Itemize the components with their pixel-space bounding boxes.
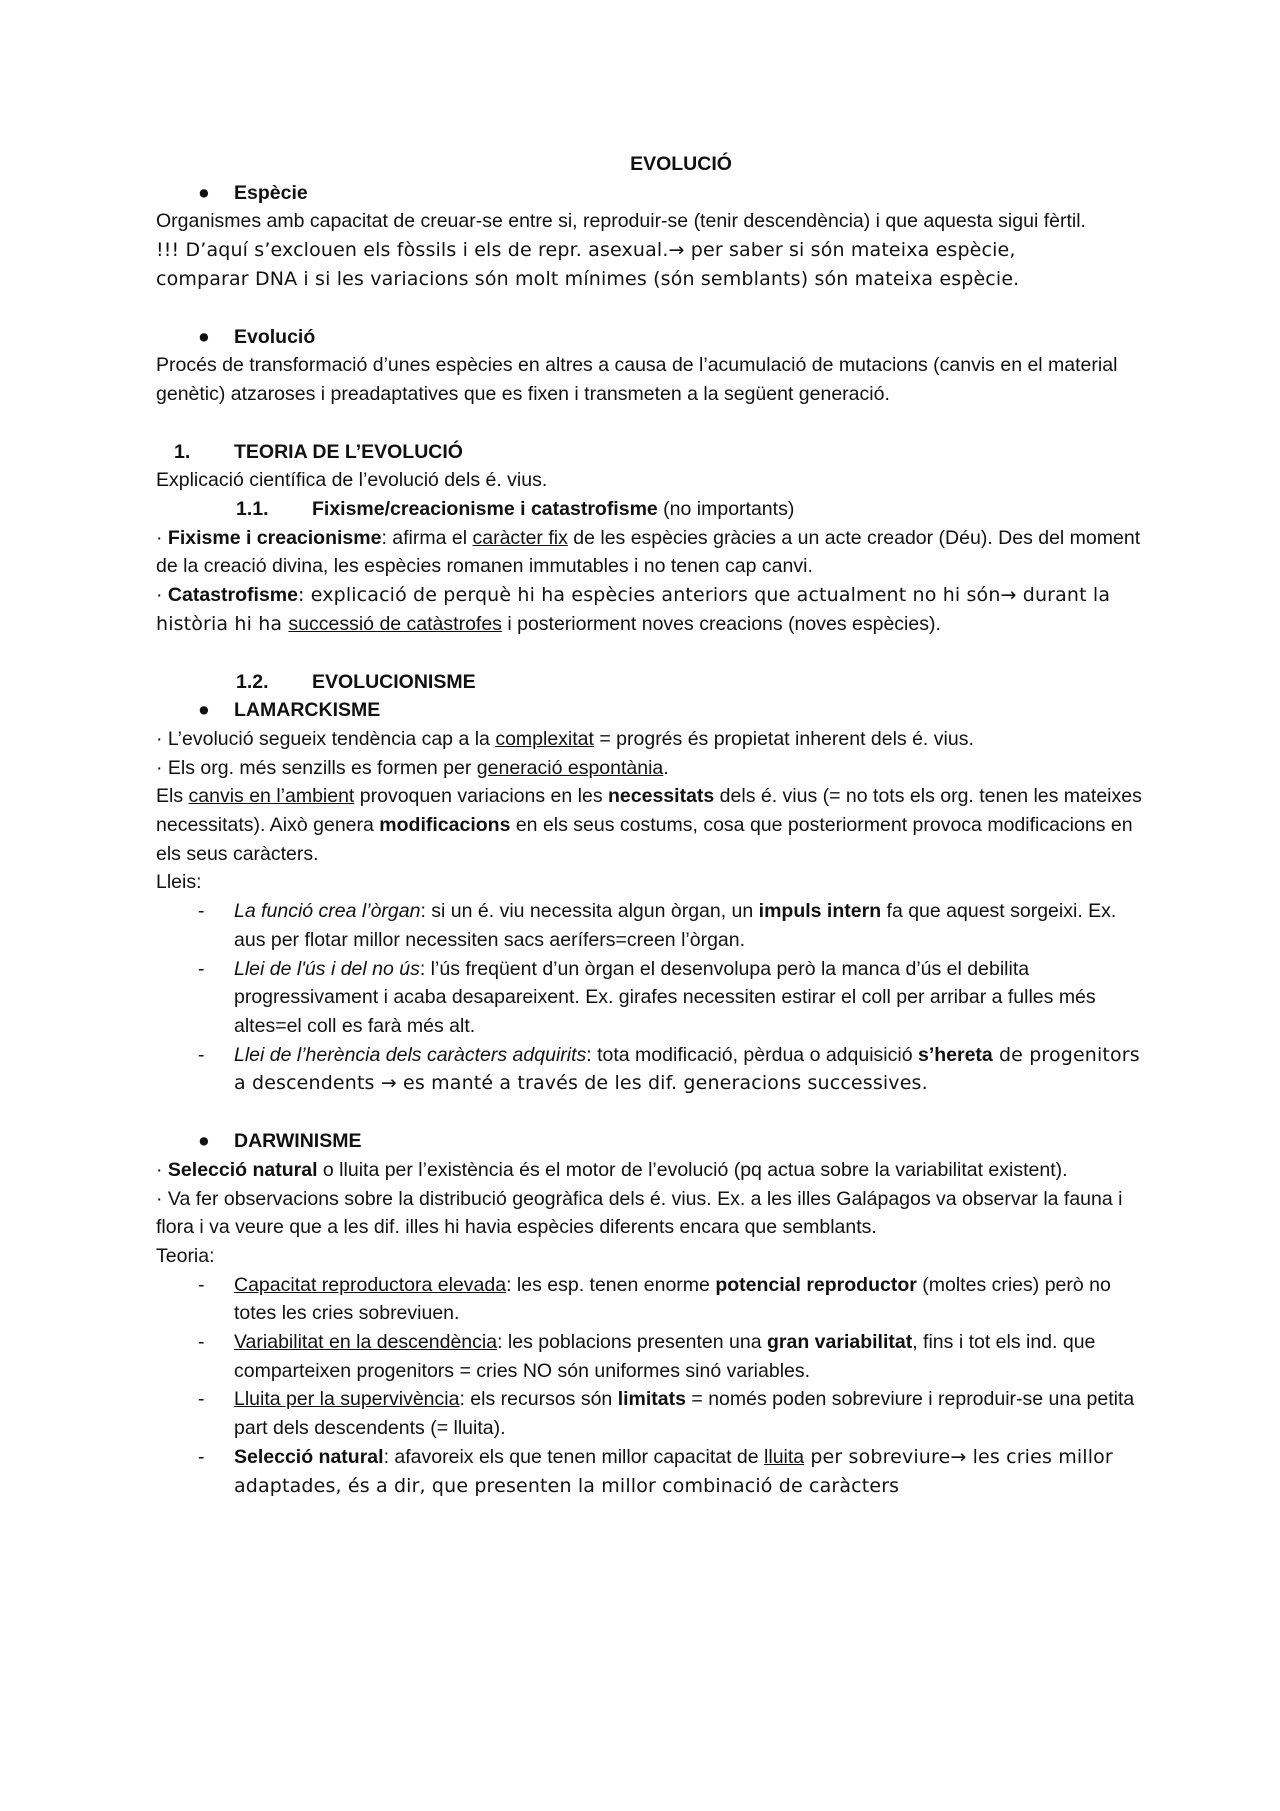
text-run: o lluita per l’existència és el motor de l’evolució (pq actua sobre la variabilitat existent). xyxy=(317,1158,1068,1181)
bold-term: limitats xyxy=(617,1388,686,1411)
text-run: per sobreviure→ les cries millor adaptades, és a dir, que presenten la millor combinació de caràcters xyxy=(234,1445,1113,1497)
theory-item xyxy=(156,1271,1146,1328)
theory-item xyxy=(156,1385,1146,1442)
law-item xyxy=(156,1041,1146,1098)
teoria-label: Teoria: xyxy=(156,1244,215,1267)
bold-term: impuls intern xyxy=(758,900,882,923)
law-title: Llei de l’herència dels caràcters adquirits xyxy=(234,1043,587,1066)
underlined-term: Lluita per la supervivència xyxy=(234,1388,460,1411)
underlined-term: successió de catàstrofes xyxy=(288,612,502,635)
text-run: de progenitors a descendents → es manté a través de les dif. generacions successives. xyxy=(234,1043,1140,1095)
heading-evolucio xyxy=(156,323,1146,352)
bold-term: s’hereta xyxy=(917,1043,993,1066)
heading-darwinisme-text: DARWINISME xyxy=(234,1130,362,1153)
bold-term: gran variabilitat xyxy=(767,1331,913,1354)
bold-term: potencial reproductor xyxy=(715,1273,917,1296)
heading-especie-text: Espècie xyxy=(234,181,308,204)
dash-marker: - xyxy=(198,1273,205,1296)
especie-note-line2: comparar DNA i si les variacions són molt mínimes (són semblants) són mateixa espècie. xyxy=(156,267,1020,290)
dash-marker: - xyxy=(198,1331,205,1354)
bullet-dot: ● xyxy=(198,181,210,204)
heading-evolucio-text: Evolució xyxy=(234,325,316,348)
page-title: EVOLUCIÓ xyxy=(630,153,732,175)
heading-lamarckisme xyxy=(156,696,1146,725)
heading-lamarckisme-text: LAMARCKISME xyxy=(234,699,381,722)
heading-teoria-text: TEORIA DE L’EVOLUCIÓ xyxy=(234,440,463,463)
dash-marker: - xyxy=(198,1043,205,1066)
heading-fixisme-text: Fixisme/creacionisme i catastrofisme xyxy=(312,498,658,521)
text-run: dels é. vius (= no tots els org. tenen les mateixes necessitats). Això genera xyxy=(156,785,1142,837)
text-run: : els recursos són xyxy=(459,1388,618,1411)
bold-term: Fixisme i creacionisme xyxy=(167,526,382,549)
subsection-number: 1.2. xyxy=(236,670,269,693)
text-run: : si un é. viu necessita algun òrgan, un xyxy=(420,900,759,923)
law-title: La funció crea l’òrgan xyxy=(234,900,421,923)
text-run: : explicació de perquè hi ha espècies anteriors que actualment no hi són→ durant la història hi ha xyxy=(156,584,1111,635)
theory-item xyxy=(156,1443,1146,1500)
heading-teoria xyxy=(156,438,1146,467)
document-page xyxy=(156,150,1146,1500)
text-run: · Els org. més senzills es formen per xyxy=(156,756,477,779)
dash-marker: - xyxy=(198,900,205,923)
bullet-dot: ● xyxy=(198,1130,210,1153)
fixisme-paragraph xyxy=(156,524,1146,581)
text-run: (moltes cries) però no totes les cries sobreviuen. xyxy=(234,1273,1111,1325)
bold-term: necessitats xyxy=(608,785,715,808)
text-run: · xyxy=(156,526,168,549)
catastrofisme-paragraph xyxy=(156,581,1146,638)
evolucio-definition: Procés de transformació d’unes espècies en altres a causa de l’acumulació de mutacions (canvis en el material genètic) atzaroses i preadaptatives que es fixen i transmeten a la següent generació. xyxy=(156,354,1118,405)
underlined-term: complexitat xyxy=(495,727,594,750)
text-run: : les esp. tenen enorme xyxy=(506,1273,716,1296)
text-run: : les poblacions presenten una xyxy=(497,1331,767,1354)
darwin-line1 xyxy=(156,1156,1146,1185)
dash-marker: - xyxy=(198,957,205,980)
bold-term: modificacions xyxy=(379,814,511,837)
subsection-number: 1.1. xyxy=(236,498,269,521)
law-title: Llei de l'ús i del no ús xyxy=(234,957,420,980)
text-run: en els seus costums, cosa que posteriorment provoca modificacions en els seus caràcters. xyxy=(156,814,1133,865)
heading-fixisme-note: (no importants) xyxy=(657,498,795,521)
text-run: i posteriorment noves creacions (noves espècies). xyxy=(501,612,941,635)
text-run: · L’evolució segueix tendència cap a la xyxy=(156,727,496,750)
text-run: = només poden sobreviure i reproduir-se una petita part dels descendents (= lluita). xyxy=(234,1388,1135,1440)
heading-fixisme xyxy=(156,495,1146,524)
text-run: = progrés és propietat inherent dels é. vius. xyxy=(593,727,974,750)
underlined-term: Variabilitat en la descendència xyxy=(234,1331,498,1354)
heading-especie xyxy=(156,179,1146,208)
text-run: : afirma el xyxy=(381,526,473,549)
darwin-line2: · Va fer observacions sobre la distribució geogràfica dels é. vius. Ex. a les illes Galápagos va observar la fauna i flora i va veure que a les dif. illes hi havia espècies diferents encara que semblants. xyxy=(156,1187,1123,1239)
underlined-term: generació espontània xyxy=(476,756,664,779)
dash-marker: - xyxy=(198,1388,205,1411)
underlined-term: Capacitat reproductora elevada xyxy=(234,1273,507,1296)
lamarck-line2 xyxy=(156,754,1146,783)
underlined-term: lluita xyxy=(764,1445,805,1468)
dash-marker: - xyxy=(198,1445,205,1468)
text-run: . xyxy=(663,756,669,779)
bold-term: Selecció natural xyxy=(167,1158,318,1181)
underlined-term: caràcter fix xyxy=(472,526,568,549)
text-run: · xyxy=(156,1158,168,1181)
text-run: : tota modificació, pèrdua o adquisició xyxy=(586,1043,918,1066)
especie-note-line1: !!! D’aquí s’exclouen els fòssils i els de repr. asexual.→ per saber si són mateixa espècie, xyxy=(156,239,1016,262)
heading-evolucionisme xyxy=(156,668,1146,697)
heading-evolucionisme-text: EVOLUCIONISME xyxy=(312,670,476,693)
teoria-intro: Explicació científica de l’evolució dels é. vius. xyxy=(156,469,548,492)
text-run: fa que aquest sorgeixi. Ex. aus per flotar millor necessiten sacs aerífers=creen l’òrgan. xyxy=(234,900,1117,951)
law-item xyxy=(156,955,1146,1041)
bullet-dot: ● xyxy=(198,699,210,722)
underlined-term: canvis en l’ambient xyxy=(188,785,355,808)
lamarck-paragraph xyxy=(156,782,1146,868)
text-run: : l’ús freqüent d’un òrgan el desenvolupa però la manca d’ús el debilita progressivament i acaba desapareixent. Ex. girafes necessiten estirar el coll per arribar a fulles més altes=el coll es farà més alt. xyxy=(234,957,1096,1037)
law-item xyxy=(156,897,1146,954)
bold-term: Selecció natural xyxy=(234,1445,384,1468)
text-run: : afavoreix els que tenen millor capacitat de xyxy=(383,1445,765,1468)
section-number: 1. xyxy=(174,440,191,463)
lleis-label: Lleis: xyxy=(156,871,202,894)
theory-item xyxy=(156,1328,1146,1385)
heading-darwinisme xyxy=(156,1127,1146,1156)
bold-term: Catastrofisme xyxy=(167,584,298,607)
text-run: de les espècies gràcies a un acte creador (Déu). Des del moment de la creació divina, les espècies romanen immutables i no tenen cap canvi. xyxy=(156,526,1141,578)
lamarck-line1 xyxy=(156,725,1146,754)
especie-definition: Organismes amb capacitat de creuar-se entre si, reproduir-se (tenir descendència) i que aquesta sigui fèrtil. xyxy=(156,210,1086,233)
bullet-dot: ● xyxy=(198,325,210,348)
text-run: · xyxy=(156,584,168,607)
text-run: , fins i tot els ind. que comparteixen progenitors = cries NO són uniformes sinó variables. xyxy=(234,1331,1096,1382)
text-run: provoquen variacions en les xyxy=(354,785,609,808)
text-run: Els xyxy=(156,785,189,808)
